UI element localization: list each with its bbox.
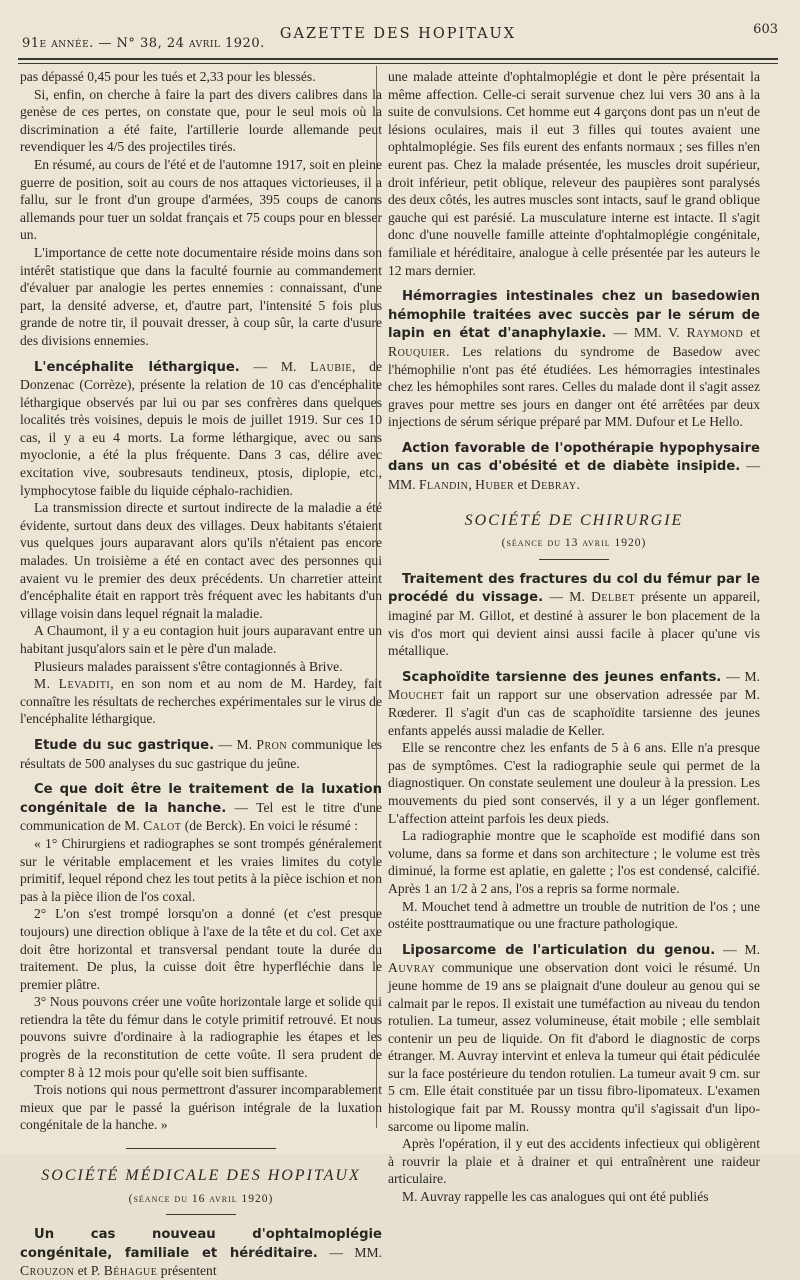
article-title: Un cas nouveau d'ophtalmoplégie congénitale, familiale et héréditaire.	[20, 1227, 382, 1261]
section-title: SOCIÉTÉ DE CHIRURGIE	[464, 511, 684, 529]
author: Calot	[143, 818, 182, 834]
article-encephalite: L'encéphalite léthargique. — M. Laubie, de Donzenac (Corrèze), présente la relation de 10 cas d'encéphalite léthargique observés par lui ou par ses confrères dans quelques localités très voisines, depuis le mois de juillet 1919. Sur ces 10 cas, il y a eu 4 morts. La forme léthargique, avec ou sans myoclonie, a été la plus fréquente. Dans 3 cas, délire avec excitation vive, soubresauts tendineux, ptosis, diplopie, etc., lymphocytose faible du liquide céphalo-rachidien.	[20, 358, 382, 498]
author: Laubie	[310, 358, 352, 374]
paragraph: M. Mouchet tend à admettre un trouble de nutrition de l'os ; une ostéite posttraumatique ou une fracture pathologique.	[388, 898, 760, 932]
author: Auvray	[388, 960, 436, 976]
paragraph: A Chaumont, il y a eu contagion huit jours auparavant entre un habitant jusqu'alors sain et le père d'un malade.	[20, 623, 382, 656]
article-title: Traitement des fractures du col du fémur par le procédé du vissage.	[388, 571, 760, 606]
paragraph: 2° L'on s'est trompé lorsqu'on a donné (et c'est presque toujours) une direction oblique à l'axe de la tête et du col. Cet axe doit être horizontal et transversal pendant toute la durée du traitement. De plus, la cuisse doit être hyperfléchie dans le premier plâtre.	[20, 906, 382, 992]
author: Mouchet	[388, 687, 445, 703]
article-title: Liposarcome de l'articulation du genou.	[402, 942, 716, 958]
page-number: 603	[753, 22, 778, 37]
article-title: Etude du suc gastrique.	[34, 737, 215, 753]
left-column	[20, 68, 382, 1280]
article-liposarcome: Liposarcome de l'articulation du genou. — M. Auvray communique une observation dont voici le résumé. Un jeune homme de 19 ans se plaignait d'une douleur au genou qui se calmait par le repos. Il existait une tuméfaction au niveau du tendon rotulien. La tumeur, assez volumineuse, était mobile ; elle semblait contenir un peu de liquide. On fit d'abord le diagnostic de corps étranger. M. Auvray intervint et enleva la tumeur qui était pédiculée sur la face postérieure du tendon rotulien. La tumeur avait 9 cm. sur 5 cm. Elle était constituée par un tissu fibro-lipomateux. L'examen histologique fait par M. Roussy montra qu'il s'agissait d'un lipo-sarcome ou lipome malin.	[388, 941, 760, 1134]
issue-info: 91e année. — N° 38, 24 avril 1920.	[22, 36, 265, 51]
paragraph: M. Levaditi, en son nom et au nom de M. Hardey, fait connaître les résultats de recherches expérimentales sur le virus de l'encéphalite léthargique.	[20, 676, 382, 727]
section-title: SOCIÉTÉ MÉDICALE DES HOPITAUX	[41, 1167, 361, 1185]
section-subtitle: (séance du 13 avril 1920)	[501, 537, 647, 550]
article-scaphoidite: Scaphoïdite tarsienne des jeunes enfants. — M. Mouchet fait un rapport sur une observation adressée par M. Rœderer. Il s'agit d'un cas de scaphoïdite tarsienne des jeunes enfants appelés aussi maladie de Keller.	[388, 668, 760, 738]
author: Flandin	[418, 477, 469, 493]
article-fractures: Traitement des fractures du col du fémur par le procédé du vissage. — M. Delbet présente un appareil, imaginé par M. Gillot, et destiné à assurer le bon placement de la vis d'os mort qui devient ainsi aussi facile à placer qu'une vis métallique.	[388, 571, 760, 659]
header-rule	[18, 58, 778, 64]
article-hemorragies: Hémorragies intestinales chez un basedowien hémophile traitées avec succès par le sérum de lapin en état d'anaphylaxie. — MM. V. Raymond et Rouquier. Les relations du syndrome de Basedow avec l'hémophilie n'ont pas été étudiées. Les hémorragies intestinales chez les hémophiles sont rares. Celles du malade dont il s'agit assez graves pour mettre ses jours en danger ont été arrêtées par deux injections de sérum sérique préparé par MM. Dufour et Le Hello.	[388, 289, 760, 430]
article-suc-gastrique: Etude du suc gastrique. — M. Pron communique les résultats de 500 analyses du suc gastrique du jeûne.	[20, 736, 383, 771]
article-title: Scaphoïdite tarsienne des jeunes enfants.	[402, 669, 722, 685]
paragraph: pas dépassé 0,45 pour les tués et 2,33 pour les blessés.	[20, 69, 316, 84]
author: Rouquier	[388, 343, 447, 359]
author: Delbet	[591, 589, 636, 605]
article-title: Hémorragies intestinales chez un basedowien hémophile traitées avec succès par le sérum de lapin en état d'anaphylaxie.	[388, 289, 760, 342]
author: Debray	[530, 477, 577, 493]
paragraph: « 1° Chirurgiens et radiographes se sont trompés généralement sur le véritable emplacement et les vraies limites du cotyle primitif, lequel répond chez les tout petits à la pièce ischion et non pas à la pièce ilion de l'os coxal.	[20, 835, 382, 904]
section-subtitle: (séance du 16 avril 1920)	[128, 1192, 274, 1205]
section-rule	[126, 1148, 276, 1149]
article-ophtalmoplegie: Un cas nouveau d'ophtalmoplégie congénitale, familiale et héréditaire. — MM. Crouzon et P. Béhague présentent	[20, 1227, 382, 1279]
paragraph: L'importance de cette note documentaire réside moins dans son intérêt statistique que dans la faculté fournie au commandement d'évaluer par analogie les pertes ennemies : connaissant, d'une part, la densité adverse, et, d'autre part, l'intensité 5 fois plus grande de notre tir, il pouvait dresser, à coup sûr, la carte d'usure des divisions ennemies.	[20, 244, 382, 348]
author: M. Levaditi	[34, 676, 111, 692]
paragraph: 3° Nous pouvons créer une voûte horizontale large et solide qui retiendra la tête du fémur dans le cotyle primitif retrouvé. Et nous pouvons suivre d'ordinaire à la radiographie les étapes et les progrès de la reconstitution de cette voûte. Il sera prudent de compter 8 à 12 mois pour qu'elle soit bien suffisante.	[20, 994, 382, 1080]
paragraph: Après l'opération, il y eut des accidents infectieux qui obligèrent à rouvrir la plaie et à drainer et qui entraînèrent une raideur articulaire.	[388, 1136, 760, 1187]
paragraph: Plusieurs malades paraissent s'être contagionnés à Brive.	[34, 658, 343, 674]
section-subrule	[539, 559, 609, 560]
paragraph: En résumé, au cours de l'été et de l'automne 1917, soit en pleine guerre de position, soit au cours de nos attaques victorieuses, il a fallu, sur le front d'un groupe d'armées, 395 coups de canons allemands pour tuer un soldat français et 75 coups pour en blesser un.	[20, 156, 382, 243]
paragraph: une malade atteinte d'ophtalmoplégie et dont le père présentait la même affection. Celle-ci serait survenue chez lui vers 30 ans à la suite de convulsions. Cet homme eut 4 garçons dont pas un n'eut de lésions oculaires, mais il eut 3 filles qui toutes avaient une ophtalmoplégie. Ses fils eurent des enfants normaux ; ses filles n'en eurent pas. Chez la malade présentée, les muscles droit supérieur, droit inférieur, petit oblique, releveur des paupières sont paralysés des deux côtés, les autres muscles sont intacts, sauf le grand oblique gauche qui est parésié. La musculature interne est intacte. Il s'agit donc d'une nouvelle famille atteinte d'ophtalmoplégie congénitale, familiale et héréditaire, analogue à celle présentée par les auteurs le 12 mars dernier.	[388, 69, 760, 278]
paragraph: Elle se rencontre chez les enfants de 5 à 6 ans. Elle n'a presque pas de symptômes. C'est la radiographie seule qui permet de la diagnostiquer. On constate seulement une douleur à la pression. Les mouvements du pied sont conservés, il y a un léger gonflement. L'affection atteint parfois les deux pieds.	[388, 740, 760, 826]
article-title: Action favorable de l'opothérapie hypophysaire dans un cas d'obésité et de diabète insipide.	[388, 440, 760, 475]
article-title: L'encéphalite léthargique.	[34, 359, 240, 375]
author: Crouzon	[20, 1263, 75, 1279]
right-column	[388, 68, 760, 1206]
author: Pron	[256, 736, 288, 752]
paragraph: La radiographie montre que le scaphoïde est modifié dans son volume, dans sa forme et dans son architecture ; le volume est très diminué, la forme est aplatie, en galette ; l'os est condensé, calcifié. Après 1 an 1/2 à 2 ans, l'os a repris sa forme normale.	[388, 828, 760, 896]
paragraph: M. Auvray rappelle les cas analogues qui ont été publiés	[402, 1189, 709, 1205]
author: Raymond	[686, 325, 744, 341]
article-luxation: Ce que doit être le traitement de la luxation congénitale de la hanche. — Tel est le titre d'une communication de M. Calot (de Berck). En voici le résumé :	[20, 782, 382, 834]
paragraph: Trois notions qui nous permettront d'assurer incomparablement mieux que par le passé la guérison intégrale de la luxation congénitale de la hanche. »	[20, 1082, 382, 1133]
author: Béhague	[103, 1263, 158, 1279]
paragraph: La transmission directe et surtout indirecte de la maladie a été évidente, surtout dans deux des villages. Deux habitants s'étaient vus quelques jours auparavant alors qu'ils n'étaient pas encore malades. Un troisième a été en contact avec des personnes qui avaient vu le premier des deux précédents. Un charretier atteint d'encéphalite était en rapport très fréquent avec les habitants d'un village voisin dans lequel régnait la maladie.	[20, 500, 382, 621]
article-title: Ce que doit être le traitement de la luxation congénitale de la hanche.	[20, 782, 382, 816]
journal-title: GAZETTE DES HOPITAUX	[279, 26, 517, 42]
page-header	[18, 18, 778, 56]
paragraph: Si, enfin, on cherche à faire la part des divers calibres dans la genèse de ces pertes, on constate que, pour le seul mois où la discrimination a été faite, l'artillerie lourde allemande peut revendiquer les 4/5 des projectiles tirés.	[20, 86, 382, 155]
section-subrule	[166, 1214, 236, 1215]
article-opotherapie: Action favorable de l'opothérapie hypophysaire dans un cas d'obésité et de diabète insipide. — MM. Flandin, Huber et Debray.	[388, 440, 760, 493]
author: Huber	[475, 477, 515, 493]
